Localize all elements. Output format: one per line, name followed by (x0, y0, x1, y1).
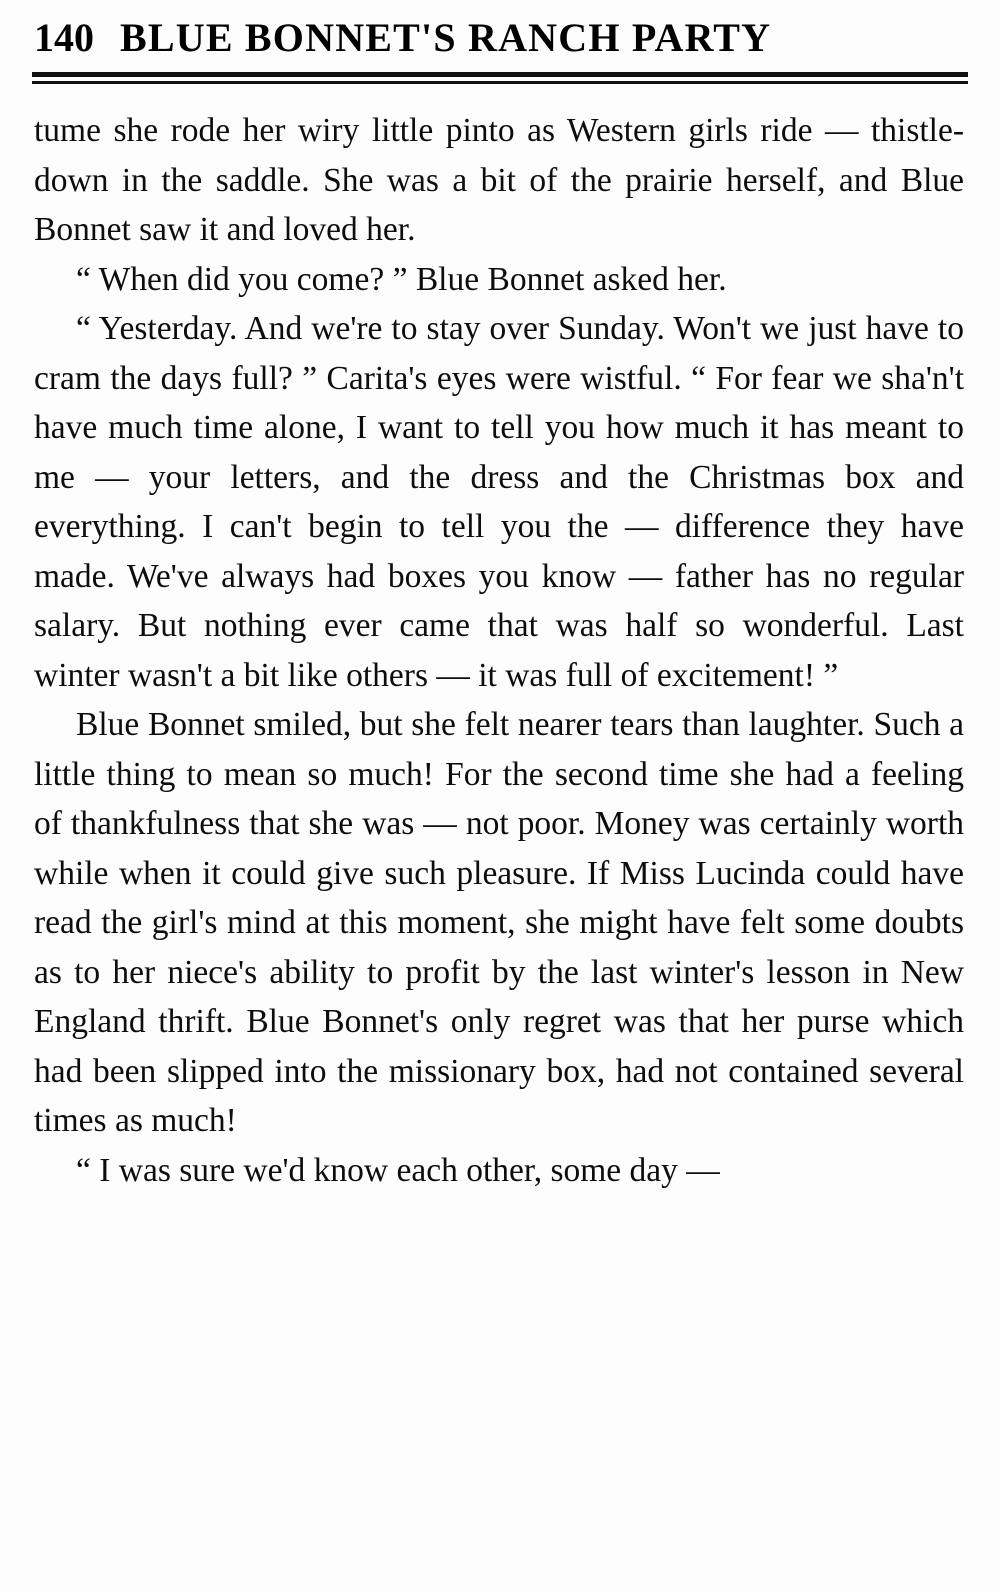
paragraph: “ Yesterday. And we're to stay over Sunday. Won't we just have to cram the days full? ” Carita's eyes were wistful. “ For fear we sha'n't have much time alone, I want to tell you how much it has meant to me — your letters, and the dress and the Christmas box and everything. I can't begin to tell you the — difference they have made. We've always had boxes you know — father has no regular salary. But nothing ever came that was half so wonderful. Last winter wasn't a bit like others — it was full of excitement! ” (34, 310, 964, 694)
paragraph: tume she rode her wiry little pinto as Western girls ride — thistle-down in the saddle. She was a bit of the prairie herself, and Blue Bonnet saw it and loved her. (34, 112, 964, 248)
header-rule (30, 72, 970, 84)
running-head (30, 15, 970, 60)
body-text (30, 106, 970, 1195)
page-number: 140 (34, 15, 94, 60)
paragraph: “ When did you come? ” Blue Bonnet asked her. (76, 260, 727, 298)
paragraph: “ I was sure we'd know each other, some day — (76, 1151, 720, 1189)
page-title: BLUE BONNET'S RANCH PARTY (120, 15, 772, 60)
header-rule-thin (32, 81, 968, 84)
paragraph: Blue Bonnet smiled, but she felt nearer tears than laughter. Such a little thing to mean so much! For the second time she had a feeling of thankfulness that she was — not poor. Money was certainly worth while when it could give such pleasure. If Miss Lucinda could have read the girl's mind at this moment, she might have felt some doubts as to her niece's ability to profit by the last winter's lesson in New England thrift. Blue Bonnet's only regret was that her purse which had been slipped into the missionary box, had not contained several times as much! (34, 706, 964, 1139)
